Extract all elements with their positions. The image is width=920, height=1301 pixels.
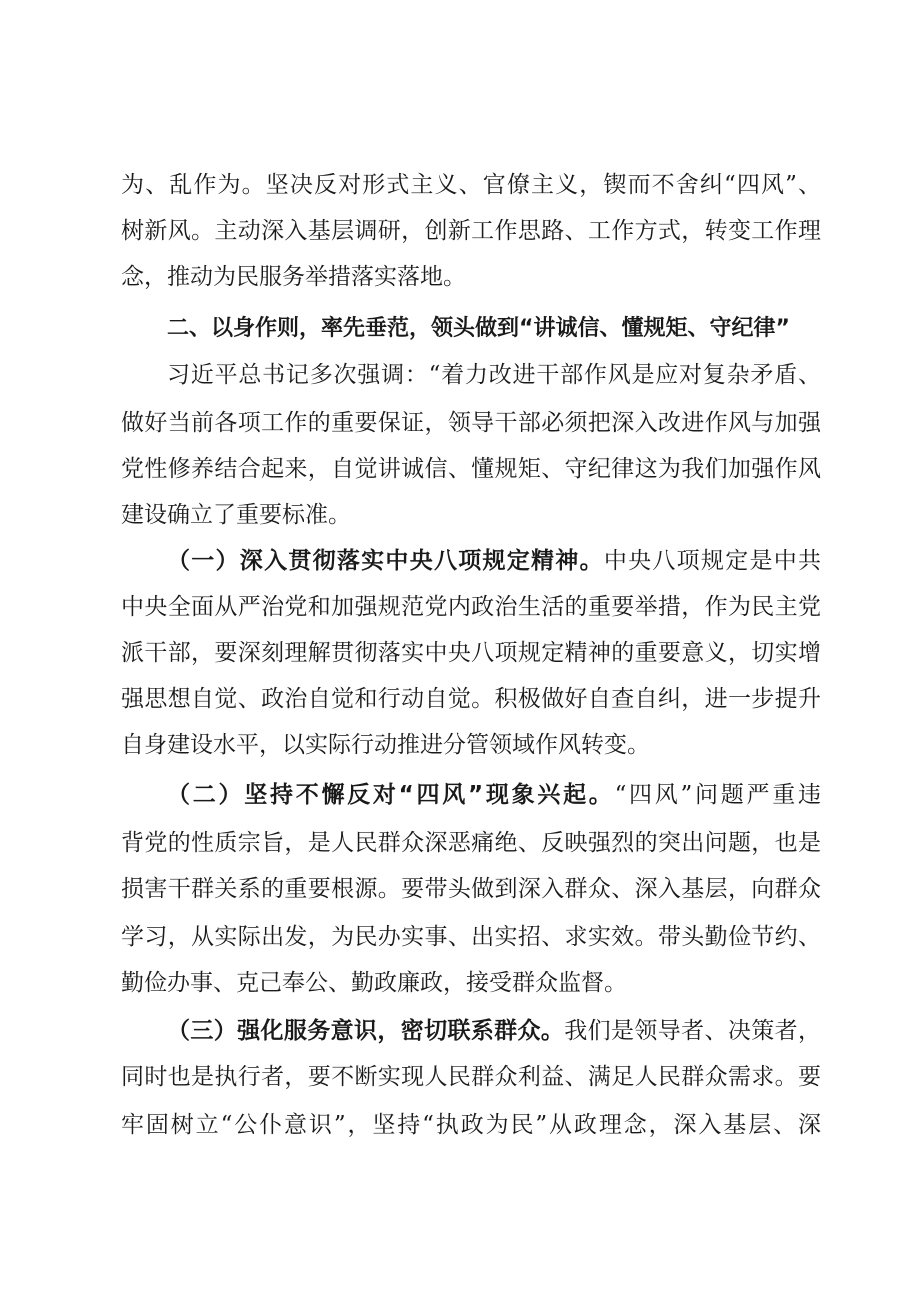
paragraph-line: 做好当前各项工作的重要保证，领导干部必须把深入改进作风与加强 [121,410,821,436]
subsection-first-line [167,780,821,810]
paragraph-line: 中央全面从严治党和加强规范党内政治生活的重要举措，作为民主党 [121,594,821,620]
subsection-title: （二）坚持不懈反对“四风”现象兴起。 [167,782,615,808]
paragraph-line: 习近平总书记多次强调：“着力改进干部作风是应对复杂矛盾、 [167,362,821,388]
section-heading: 二、以身作则，率先垂范，领头做到“讲诚信、懂规矩、守纪律” [167,316,790,341]
paragraph-line: 派干部，要深刻理解贯彻落实中央八项规定精神的重要意义，切实增 [121,640,821,666]
paragraph-line: 自身建设水平，以实际行动推进分管领域作风转变。 [121,732,650,758]
paragraph-line: 党性修养结合起来，自觉讲诚信、懂规矩、守纪律这为我们加强作风 [121,456,821,482]
subsection-text: 中央八项规定是中共 [603,548,822,574]
paragraph-line: 牢固树立“公仆意识”，坚持“执政为民”从政理念，深入基层、深 [121,1112,821,1138]
paragraph-line: 学习，从实际出发，为民办实事、出实招、求实效。带头勤俭节约、 [121,924,821,950]
paragraph-line: 强思想自觉、政治自觉和行动自觉。积极做好自查自纠，进一步提升 [121,686,821,712]
subsection-first-line [167,1016,821,1046]
paragraph-line: 树新风。主动深入基层调研，创新工作思路、工作方式，转变工作理 [121,218,821,244]
subsection-title: （一）深入贯彻落实中央八项规定精神。 [167,548,604,574]
paragraph-line: 损害干群关系的重要根源。要带头做到深入群众、深入基层，向群众 [121,876,821,902]
subsection-text: “四风”问题严重违 [614,782,821,808]
subsection-title: （三）强化服务意识，密切联系群众。 [167,1018,565,1044]
subsection-text: 我们是领导者、决策者， [564,1018,822,1044]
paragraph-line: 为、乱作为。坚决反对形式主义、官僚主义，锲而不舍纠“四风”、 [121,172,821,198]
paragraph-line: 勤俭办事、克己奉公、勤政廉政，接受群众监督。 [121,970,627,996]
paragraph-line: 同时也是执行者，要不断实现人民群众利益、满足人民群众需求。要 [121,1064,821,1090]
paragraph-line: 背党的性质宗旨，是人民群众深恶痛绝、反映强烈的突出问题，也是 [121,830,821,856]
paragraph-line: 建设确立了重要标准。 [121,502,351,528]
subsection-first-line [167,546,821,576]
paragraph-line: 念，推动为民服务举措落实落地。 [121,264,466,290]
